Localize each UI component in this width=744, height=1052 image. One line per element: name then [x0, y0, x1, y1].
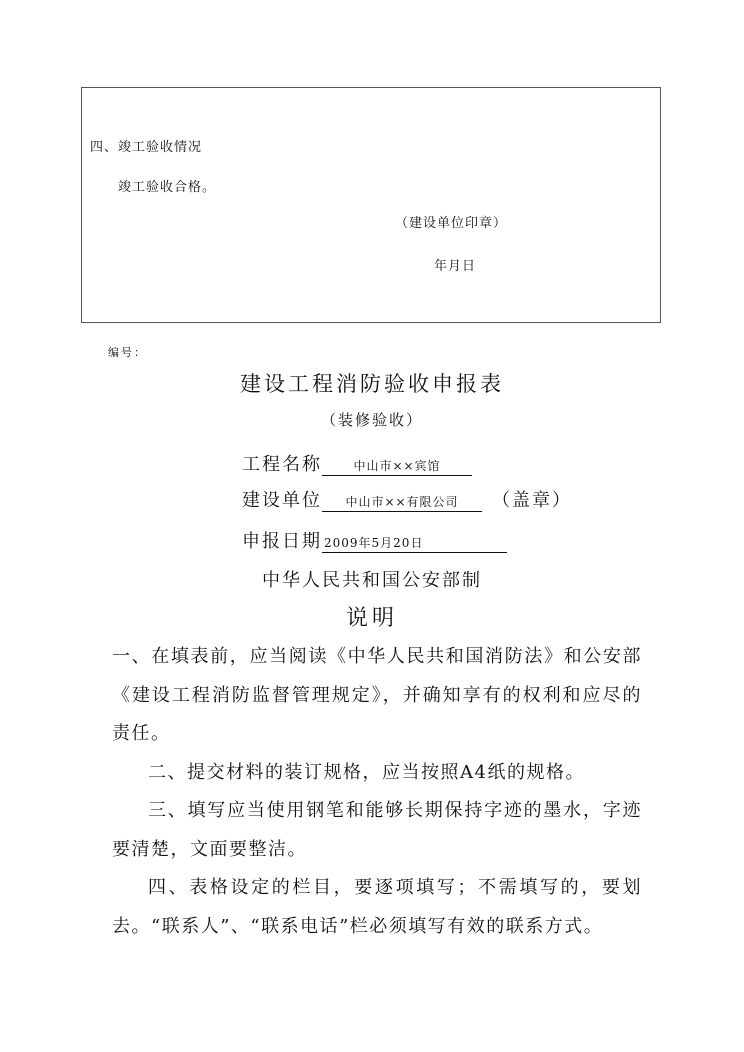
acceptance-date-label: 年月日: [434, 259, 477, 274]
serial-number-label: 编号：: [108, 346, 147, 359]
construction-unit-value[interactable]: 中山市××有限公司: [322, 493, 482, 512]
field-construction-unit: [242, 486, 572, 512]
form-subtitle: （装修验收）: [320, 411, 423, 429]
field-label: 申报日期: [242, 531, 322, 552]
notes-section: [112, 638, 642, 946]
note-item: 一、在填表前，应当阅读《中华人民共和国消防法》和公安部《建设工程消防监督管理规定》，并确知享有的权利和应尽的责任。: [112, 646, 642, 744]
field-application-date: [242, 527, 507, 553]
note-item: 四、表格设定的栏目，要逐项填写；不需填写的，要划去。“联系人”、“联系电话”栏必须填写有效的联系方式。: [112, 877, 642, 937]
field-label: 工程名称: [242, 454, 322, 475]
field-label: 建设单位: [242, 490, 322, 511]
notes-title: 说明: [345, 606, 398, 631]
acceptance-box: [81, 87, 661, 323]
seal-note: （盖章）: [492, 490, 572, 511]
issuer: 中华人民共和国公安部制: [262, 570, 482, 591]
note-item: 二、提交材料的装订规格，应当按照A4纸的规格。: [148, 761, 585, 783]
field-project-name: [242, 450, 472, 476]
acceptance-heading: 四、竣工验收情况: [90, 140, 203, 155]
form-title: 建设工程消防验收申报表: [240, 372, 504, 396]
construction-unit-seal-label: （建设单位印章）: [395, 216, 508, 231]
application-date-value[interactable]: 2009年5月20日: [322, 534, 507, 553]
note-item: 三、填写应当使用钢笔和能够长期保持字迹的墨水，字迹要清楚，文面要整洁。: [112, 800, 642, 860]
project-name-value[interactable]: 中山市××宾馆: [322, 457, 472, 476]
acceptance-result: 竣工验收合格。: [118, 180, 217, 195]
